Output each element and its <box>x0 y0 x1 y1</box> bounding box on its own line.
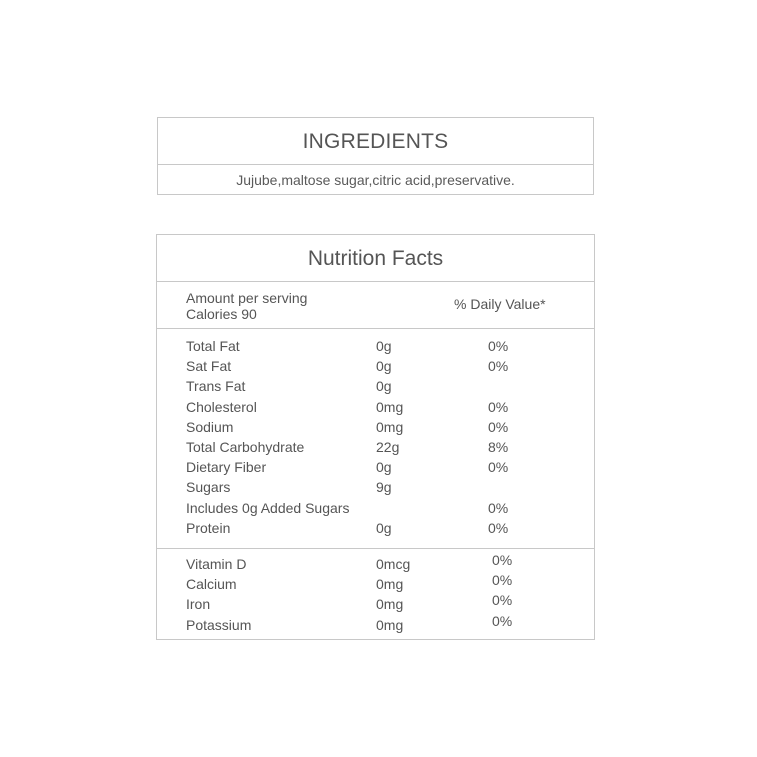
nutrient-daily-value: 0% <box>488 418 509 435</box>
nutrient-amount: 0g <box>376 459 392 476</box>
ingredients-text: Jujube,maltose sugar,citric acid,preservative. <box>236 172 515 188</box>
nutrient-name: Dietary Fiber <box>186 459 267 476</box>
amount-per-serving-label: Amount per serving <box>186 290 308 306</box>
nutrient-daily-value: 0% <box>492 592 513 609</box>
nutrient-row <box>157 477 594 497</box>
nutrient-amount: 0g <box>376 519 392 536</box>
nutrient-amount: 0g <box>376 358 392 375</box>
ingredients-panel <box>157 117 594 195</box>
nutrient-row <box>157 554 594 574</box>
nutrient-row <box>157 498 594 518</box>
nutrient-name: Trans Fat <box>186 378 246 395</box>
ingredients-title: INGREDIENTS <box>158 118 593 165</box>
nutrient-row <box>157 574 594 594</box>
nutrient-row <box>157 356 594 376</box>
nutrient-name: Calcium <box>186 576 237 593</box>
nutrient-daily-value: 8% <box>488 439 509 455</box>
nutrient-daily-value: 0% <box>488 338 509 354</box>
nutrient-name: Sugars <box>186 479 231 496</box>
nutrient-amount: 9g <box>376 479 392 496</box>
nutrient-row <box>157 376 594 396</box>
nutrition-facts-panel <box>156 234 595 640</box>
nutrient-name: Total Carbohydrate <box>186 439 305 455</box>
nutrient-daily-value: 0% <box>492 572 513 589</box>
nutrient-name: Sodium <box>186 418 234 435</box>
nutrient-amount: 0mcg <box>376 556 411 572</box>
nutrient-name: Potassium <box>186 616 252 633</box>
nutrient-daily-value: 0% <box>492 612 513 629</box>
nutrient-daily-value: 0% <box>488 519 509 536</box>
nutrient-row <box>157 594 594 614</box>
nutrient-amount: 0g <box>376 338 392 354</box>
nutrient-row <box>157 457 594 477</box>
nutrient-amount: 0mg <box>376 616 404 633</box>
vitamin-mineral-list <box>157 549 594 641</box>
nutrient-amount: 0mg <box>376 398 404 415</box>
serving-info <box>186 290 307 322</box>
serving-header <box>157 282 594 329</box>
nutrient-row <box>157 437 594 457</box>
nutrient-name: Iron <box>186 596 211 613</box>
nutrient-name: Sat Fat <box>186 358 232 375</box>
nutrient-row <box>157 336 594 356</box>
nutrient-name: Protein <box>186 519 231 536</box>
calories-label: Calories 90 <box>186 306 257 322</box>
nutrient-amount: 0mg <box>376 418 404 435</box>
nutrient-list <box>157 329 594 549</box>
nutrition-facts-title: Nutrition Facts <box>157 235 594 282</box>
nutrient-daily-value: 0% <box>488 459 509 476</box>
nutrient-name: Includes 0g Added Sugars <box>186 499 350 516</box>
nutrient-name: Cholesterol <box>186 398 257 415</box>
nutrient-name: Total Fat <box>186 338 240 354</box>
nutrient-row <box>157 518 594 538</box>
daily-value-header: % Daily Value* <box>454 296 546 312</box>
nutrient-row <box>157 397 594 417</box>
nutrient-daily-value: 0% <box>488 398 509 415</box>
nutrient-amount: 22g <box>376 439 400 455</box>
nutrient-name: Vitamin D <box>186 556 247 572</box>
nutrient-row <box>157 612 594 635</box>
nutrient-amount: 0mg <box>376 576 404 593</box>
nutrient-amount: 0g <box>376 378 392 395</box>
nutrient-daily-value: 0% <box>492 552 513 568</box>
nutrient-daily-value: 0% <box>488 358 509 375</box>
nutrient-amount: 0mg <box>376 596 404 613</box>
nutrient-daily-value: 0% <box>488 499 509 516</box>
nutrient-row <box>157 417 594 437</box>
